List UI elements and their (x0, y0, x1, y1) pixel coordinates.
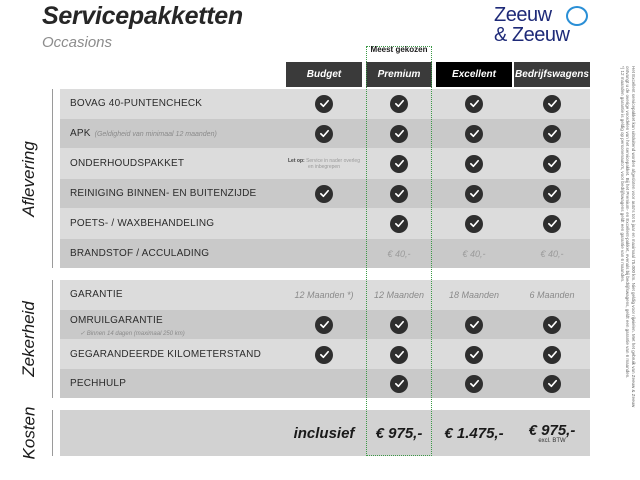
table-row-kilometer (60, 340, 590, 369)
cell-value: € 40,- (540, 248, 564, 259)
row-label: REINIGING BINNEN- EN BUITENZIJDE (70, 188, 257, 199)
check-icon (315, 185, 333, 203)
price-value: € 1.475,- (444, 424, 504, 442)
check-icon (543, 125, 561, 143)
note-bold: Let op: (288, 157, 305, 164)
section-label-text: Zekerheid (19, 301, 39, 377)
check-icon (315, 316, 333, 334)
row-label: GARANTIE (70, 289, 123, 300)
price-premium (366, 410, 432, 456)
logo-line1: Zeeuw (494, 4, 552, 26)
logo-mark-icon (566, 6, 588, 26)
cell-premium (366, 369, 432, 398)
cell-excellent (436, 89, 512, 118)
cell-excellent (436, 209, 512, 238)
cell-bedrijfswagens (514, 340, 590, 369)
section-label-kosten (2, 406, 56, 460)
cell-value: 12 Maanden *) (294, 289, 354, 300)
check-icon (465, 375, 483, 393)
cell-premium (366, 89, 432, 118)
check-icon (465, 125, 483, 143)
check-icon (543, 375, 561, 393)
price-value: € 975,- (528, 422, 576, 439)
section-divider (52, 410, 53, 456)
check-icon (465, 346, 483, 364)
cell-value: € 40,- (387, 248, 411, 259)
table-row-reiniging (60, 179, 590, 208)
cell-bedrijfswagens (514, 209, 590, 238)
cell-premium (366, 280, 432, 309)
check-icon (390, 375, 408, 393)
row-label: PECHHULP (70, 378, 127, 389)
cell-excellent (436, 149, 512, 178)
column-header-excellent: Excellent (436, 62, 512, 87)
cell-bedrijfswagens (514, 149, 590, 178)
cell-premium (366, 119, 432, 148)
row-label (70, 119, 217, 148)
cell-value: 18 Maanden (448, 289, 500, 300)
cell-premium (366, 179, 432, 208)
check-icon (543, 155, 561, 173)
check-icon (465, 316, 483, 334)
cell-budget (286, 179, 362, 208)
row-label: BOVAG 40-PUNTENCHECK (70, 98, 203, 109)
table-row-bovag (60, 89, 590, 118)
price-note: excl. BTW (538, 438, 566, 444)
cell-bedrijfswagens (514, 179, 590, 208)
check-icon (465, 155, 483, 173)
row-label: ONDERHOUDSPAKKET (70, 158, 185, 169)
row-label: BRANDSTOF / ACCULADING (70, 248, 210, 259)
check-icon (390, 155, 408, 173)
check-icon (543, 316, 561, 334)
cell-bedrijfswagens (514, 310, 590, 339)
section-label-text: Aflevering (19, 140, 39, 217)
cell-premium (366, 149, 432, 178)
check-icon (315, 125, 333, 143)
price-value: inclusief (293, 424, 355, 442)
cell-value: 12 Maanden (373, 289, 425, 300)
check-icon (390, 95, 408, 113)
cell-budget (286, 280, 362, 309)
cell-budget (286, 119, 362, 148)
row-sub-note: ✓ Binnen 14 dagen (maximaal 250 km) (80, 331, 185, 337)
cell-bedrijfswagens (514, 89, 590, 118)
price-bedrijfswagens (514, 410, 590, 456)
cell-excellent (436, 369, 512, 398)
footnote-vertical (596, 66, 636, 480)
check-icon (390, 346, 408, 364)
section-label-aflevering (2, 89, 56, 268)
check-icon (315, 346, 333, 364)
cell-premium (366, 239, 432, 268)
page-title: Servicepakketten (42, 2, 243, 30)
check-icon (543, 215, 561, 233)
cell-excellent (436, 119, 512, 148)
table-row-brandstof (60, 239, 590, 268)
highlight-label: Meest gekozen (370, 45, 428, 54)
check-icon (390, 185, 408, 203)
cell-bedrijfswagens (514, 119, 590, 148)
cell-excellent (436, 280, 512, 309)
note-text: Service in nader overleg en inbegrepen (306, 157, 360, 170)
cell-excellent (436, 340, 512, 369)
cell-premium (366, 310, 432, 339)
cell-excellent (436, 179, 512, 208)
cell-budget (286, 340, 362, 369)
row-label: OMRUILGARANTIE (70, 315, 163, 326)
cell-budget (286, 89, 362, 118)
footnote-line: ontvangt u de overige voordelen van het servicepakket. Bij het Premium- en Excellent-pakket, evenals bij bedrijfswagens, geldt een garantie van 6 maanden. (625, 66, 631, 379)
column-header-budget: Budget (286, 62, 362, 87)
check-icon (390, 125, 408, 143)
page-subtitle: Occasions (42, 34, 113, 51)
table-row-poets (60, 209, 590, 238)
check-icon (465, 215, 483, 233)
price-excellent (436, 410, 512, 456)
cell-budget (286, 149, 362, 178)
cell-bedrijfswagens (514, 239, 590, 268)
table-row-apk (60, 119, 590, 148)
column-header-premium: Premium (366, 62, 432, 87)
cell-excellent (436, 310, 512, 339)
check-icon (543, 346, 561, 364)
check-icon (465, 185, 483, 203)
footnote-line: Het Excellent servicepakket kan uitsluitend worden afgesloten voor auto's tot 5 jaar en maximaal 75.000 km. Niet geldig voor rijwielen. Met het gebruik van Zeeuw & Zeeuw (631, 66, 636, 408)
section-divider (52, 89, 53, 268)
price-value: € 975,- (375, 424, 423, 442)
check-icon (465, 95, 483, 113)
cell-bedrijfswagens (514, 280, 590, 309)
section-label-zekerheid (2, 280, 56, 398)
table-row-onderhoud (60, 149, 590, 178)
row-label: POETS- / WAXBEHANDELING (70, 218, 215, 229)
cell-premium (366, 340, 432, 369)
cell-budget (286, 310, 362, 339)
footnote-line: *) 12 maanden garantie is geldig op personenauto's, voor bedrijfswagens geldt een garantie van 6 maanden. (620, 66, 625, 283)
check-icon (543, 185, 561, 203)
table-row-pechhulp (60, 369, 590, 398)
row-note: (Geldigheid van minimaal 12 maanden) (94, 131, 217, 138)
row-label: GEGARANDEERDE KILOMETERSTAND (70, 349, 262, 360)
price-budget (286, 410, 362, 456)
cell-value: 6 Maanden (529, 289, 575, 300)
cell-premium (366, 209, 432, 238)
table-row-omruil (60, 310, 590, 339)
section-divider (52, 280, 53, 398)
table-row-garantie (60, 280, 590, 309)
brand-logo (492, 4, 602, 48)
check-icon (543, 95, 561, 113)
column-header-bedrijfswagens: Bedrijfswagens (514, 62, 590, 87)
row-label-text: APK (70, 128, 91, 139)
check-icon (390, 215, 408, 233)
cell-bedrijfswagens (514, 369, 590, 398)
check-icon (390, 316, 408, 334)
logo-line2: & Zeeuw (494, 24, 570, 46)
section-label-text: Kosten (19, 406, 38, 460)
budget-note (286, 158, 362, 170)
check-icon (315, 95, 333, 113)
cell-value: € 40,- (462, 248, 486, 259)
cell-excellent (436, 239, 512, 268)
